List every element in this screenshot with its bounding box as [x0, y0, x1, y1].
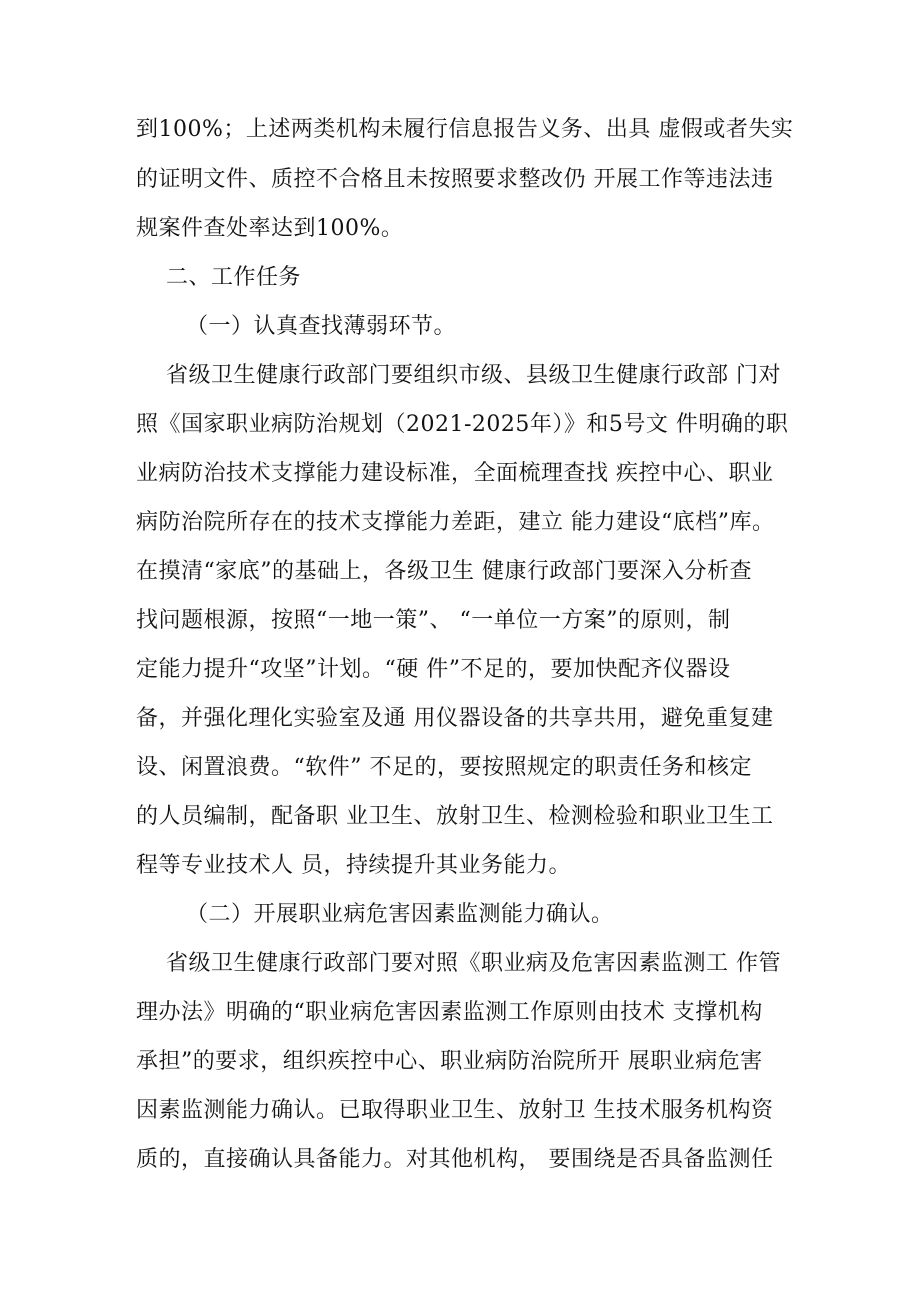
- text-line: 质的，直接确认具备能力。对其他机构， 要围绕是否具备监测任: [136, 1147, 774, 1172]
- text-line: 到100%；上述两类机构未履行信息报告义务、出具 虚假或者失实: [136, 117, 794, 142]
- text-line: 的人员编制，配备职 业卫生、放射卫生、检测检验和职业卫生工: [136, 804, 774, 829]
- text-line: 省级卫生健康行政部门要组织市级、县级卫生健康行政部 门对: [166, 363, 781, 388]
- text-line: 业病防治技术支撑能力建设标准，全面梳理查找 疾控中心、职业: [136, 461, 774, 486]
- text-line: 在摸清“家底”的基础上，各级卫生 健康行政部门要深入分析查: [136, 559, 752, 584]
- text-line: 病防治院所存在的技术支撑能力差距，建立 能力建设“底档”库。: [136, 510, 775, 535]
- text-line: 照《国家职业病防治规划（2021-2025年）》和5号文 件明确的职: [136, 412, 789, 437]
- subsection-heading: （二）开展职业病危害因素监测能力确认。: [186, 902, 614, 927]
- subsection-heading: （一）认真查找薄弱环节。: [186, 314, 457, 339]
- text-line: 承担”的要求，组织疾控中心、职业病防治院所开 展职业病危害: [136, 1049, 763, 1074]
- text-line: 省级卫生健康行政部门要对照《职业病及危害因素监测工 作管: [166, 951, 781, 976]
- text-line: 因素监测能力确认。已取得职业卫生、放射卫 生技术服务机构资: [136, 1098, 774, 1123]
- text-line: 规案件查处率达到100%。: [136, 216, 404, 241]
- section-heading: 二、工作任务: [166, 265, 302, 290]
- text-line: 程等专业技术人 员，持续提升其业务能力。: [136, 853, 571, 878]
- text-line: 定能力提升“攻坚”计划。“硬 件”不足的，要加快配齐仪器设: [136, 657, 731, 682]
- text-line: 备，并强化理化实验室及通 用仪器设备的共享共用，避免重复建: [136, 706, 774, 731]
- text-line: 找问题根源，按照“一地一策”、 “一单位一方案”的原则，制: [136, 608, 731, 633]
- text-line: 的证明文件、质控不合格且未按照要求整改仍 开展工作等违法违: [136, 167, 774, 192]
- text-line: 理办法》明确的“职业病危害因素监测工作原则由技术 支撑机构: [136, 1000, 763, 1025]
- text-line: 设、闲置浪费。“软件” 不足的，要按照规定的职责任务和核定: [136, 755, 752, 780]
